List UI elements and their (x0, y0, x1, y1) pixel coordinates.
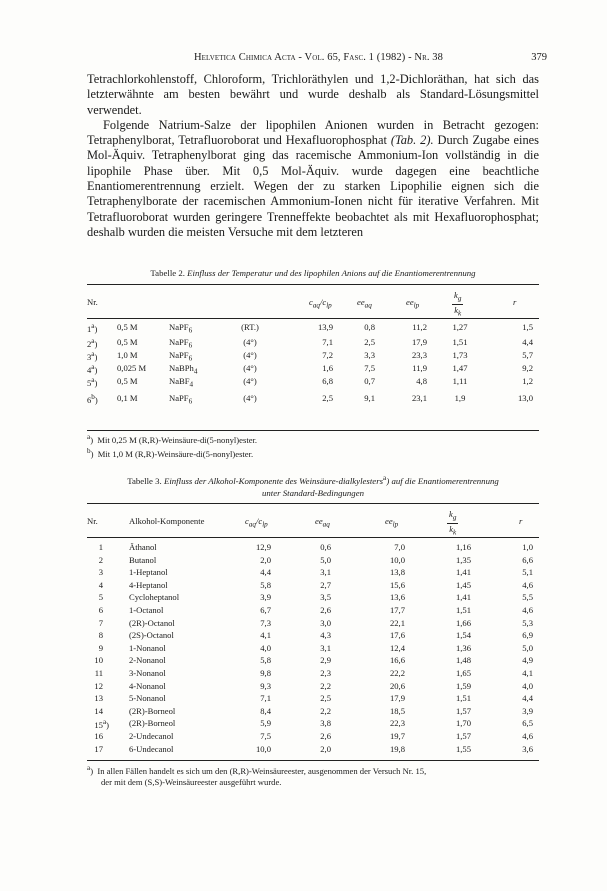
table3-cell-eeaq: 2,2 (320, 705, 331, 716)
table3-cell-kratio: 1,45 (455, 579, 471, 590)
table2-cell-conc: 0,5 M (117, 337, 138, 347)
footnote-mark: b (91, 393, 95, 401)
table2-cell-r: 13,0 (517, 393, 533, 403)
paragraph-2-text-a: Folgende Natrium-Salze der lipophilen Anionen wurden in Betracht gezogen: Tetraphenylborat, Tetrafluoroborat und Hexafluorophosphat (87, 117, 539, 148)
table3-cell-kratio: 1,41 (455, 567, 471, 578)
salt-subscript: 6 (188, 354, 193, 363)
table2-cell-eelp: 23,1 (411, 393, 427, 403)
salt-formula: NaPF (169, 393, 189, 403)
table3-cell-r: 6,9 (522, 630, 533, 641)
table3-cell-alkohol: Cycloheptanol (129, 592, 180, 603)
table3-cell-ratio: 9,3 (260, 680, 271, 691)
table3-cell-eeaq: 3,1 (320, 567, 331, 578)
footnote-mark: a (102, 718, 107, 727)
table3-header-eelp: $ee_{lp}$ (385, 516, 399, 529)
table2-cell-nr: 2$^a$) (87, 337, 98, 349)
salt-formula: NaPF (169, 350, 189, 360)
table2-cell-kratio: 1,27 (452, 322, 468, 332)
salt-formula: NaPF (169, 322, 189, 332)
table2-cell-temp: (4°) (243, 393, 257, 403)
table2-title: Einfluss der Temperatur und des lipophilen Anions auf die Enantiomerentrennung (187, 268, 476, 278)
salt-formula: NaBF (169, 376, 190, 386)
table-reference: (Tab. 2). (390, 133, 434, 148)
row-number: 13 (94, 693, 103, 704)
table3-cell-eelp: 13,8 (389, 567, 405, 578)
table3-cell-nr (87, 580, 103, 590)
table3-cell-kratio: 1,66 (455, 617, 471, 628)
table2-header-r: r (513, 297, 517, 307)
table2-cell-salt (169, 350, 192, 363)
sub-k: k (453, 528, 457, 537)
table2-cell-nr: 3$^a$) (87, 350, 98, 362)
table2-cell-ratio: 2,5 (322, 393, 333, 403)
table3-cell-eelp: 12,4 (389, 642, 405, 653)
table3-caption-line2 (87, 487, 539, 499)
table2-cell-temp: (4°) (243, 337, 257, 347)
table3-cell-r: 5,1 (522, 567, 533, 578)
table2-cell-ratio: 7,1 (322, 337, 333, 347)
table2-cell-kratio: 1,47 (452, 363, 468, 373)
table2-cell-ratio: 7,2 (322, 350, 333, 360)
sub-lp: lp (413, 301, 420, 310)
table3-cell-ratio: 4,0 (260, 642, 271, 653)
paragraph-2 (87, 118, 539, 240)
table2-label: Tabelle 2. (150, 268, 185, 278)
table2-cell-salt (169, 322, 192, 335)
table3-cell-r: 5,0 (522, 642, 533, 653)
table3-cell-alkohol: (2S)-Octanol (129, 630, 174, 641)
table3-cell-eeaq: 5,0 (320, 554, 331, 565)
table2-cell-temp: (4°) (243, 376, 257, 386)
table3-cell-nr: 15$^a$) (94, 718, 109, 731)
table2-cell-eeaq: 3,3 (364, 350, 375, 360)
table2-header-nr: Nr. (87, 297, 98, 307)
paragraph-1: Tetrachlorkohlenstoff, Chloroform, Trichloräthylen und 1,2-Dichloräthan, hat sich das letzterwähnte am besten bewährt und wurde deshalb als Standard-Lösungsmittel verwendet. (87, 72, 539, 117)
table3-cell-eeaq: 0,6 (320, 542, 331, 552)
table3-cell-kratio: 1,36 (455, 642, 471, 653)
table3-cell-alkohol: 3-Nonanol (129, 668, 166, 678)
table2-bottom-rule (87, 430, 539, 431)
table3-cell-ratio: 12,9 (255, 542, 271, 552)
table3-cell-ratio: 2,0 (260, 554, 271, 565)
table3-cell-ratio: 9,8 (260, 668, 271, 678)
table2-footnote-a: $^a$) Mit 0,25 M (R,R)-Weinsäure-di(5-nonyl)ester. (87, 433, 258, 445)
table2-cell-eelp: 4,8 (416, 376, 427, 386)
table2-cell-eeaq: 0,8 (364, 322, 375, 332)
table3-footnote-line1: $^a$) In allen Fällen handelt es sich um den (R,R)-Weinsäureester, ausgenommen der Versuch Nr. 15, (87, 764, 427, 776)
footnote-text: In allen Fällen handelt es sich um den (R,R)-Weinsäureester, ausgenommen der Versuch Nr. 15, (97, 765, 427, 776)
footnote-mark: a (383, 473, 387, 482)
table3-cell-alkohol: 1-Heptanol (129, 567, 168, 578)
table2-cell-eeaq: 2,5 (364, 337, 375, 347)
footnote-text: Mit 1,0 M (R,R)-Weinsäure-di(5-nonyl)ester. (97, 448, 254, 459)
table3-top-rule (87, 503, 539, 504)
salt-subscript: 4 (193, 367, 198, 376)
sub-lp: lp (262, 520, 268, 529)
row-number: 12 (94, 680, 103, 691)
row-number: 17 (94, 743, 103, 754)
table2-header-rule (87, 318, 539, 319)
salt-subscript: 6 (188, 397, 193, 406)
table2-cell-r: 4,4 (522, 337, 533, 347)
table3-cell-alkohol: 2-Nonanol (129, 655, 166, 666)
table3-header-eeaq: $ee_{aq}$ (315, 516, 330, 529)
table3-cell-kratio: 1,41 (455, 592, 471, 603)
table3-cell-eelp: 20,6 (389, 680, 405, 691)
table3-cell-nr (87, 567, 103, 577)
table3-cell-ratio: 6,7 (260, 605, 271, 615)
footnote-mark: a (91, 376, 95, 384)
table3-cell-ratio: 3,9 (260, 592, 271, 603)
table3-cell-kratio: 1,70 (455, 718, 471, 729)
table2-header-row (87, 287, 539, 317)
table3-caption-line1 (87, 472, 539, 487)
row-number: 1 (87, 323, 92, 334)
table3-cell-r: 4,6 (522, 605, 533, 615)
running-header (90, 52, 547, 66)
table3-cell-r: 4,4 (522, 693, 533, 704)
paragraph-2-text-b: Durch Zugabe eines Mol-Äquiv. Tetraphenylborat ging das racemische Ammonium-Ion vollständig in die lipophile Phase über. Mit 0,5 Mol-Äquiv. wurde dagegen eine beachtliche Enantiomerentrennung erzielt. Wegen der zu starken Lipophilie eignen sich die Tetraphenylborate der racemischen Ammonium-Ionen nicht für iterative Verfahren. Mit Tetrafluoroborat wurden geringere Trenneffekte beobachtet als mit Hexafluorophosphat; deshalb wurden die meisten Versuche mit dem letzteren (87, 133, 539, 239)
row-number: 1 (98, 542, 103, 552)
sub-aq: aq (364, 301, 372, 310)
sub-k: k (458, 309, 462, 318)
sub-g: g (452, 513, 457, 522)
table3-cell-eeaq: 4,3 (320, 630, 331, 641)
table3-cell-eelp: 22,1 (389, 617, 405, 628)
table2-cell-salt (169, 393, 192, 406)
table3-cell-ratio: 5,8 (260, 579, 271, 590)
table3-cell-r: 4,9 (522, 655, 533, 666)
table3-header-r: r (519, 516, 523, 526)
table3-cell-kratio: 1,16 (455, 542, 471, 552)
row-number: 5 (87, 377, 92, 388)
table3-cell-ratio: 10,0 (255, 743, 271, 754)
table3-header-alkohol: Alkohol-Komponente (129, 516, 205, 526)
table3-cell-eeaq: 2,0 (320, 743, 331, 754)
table2-cell-kratio: 1,73 (452, 350, 468, 360)
row-number: 4 (98, 579, 103, 590)
table3-cell-kratio: 1,54 (455, 630, 471, 641)
table3-cell-eeaq: 2,9 (320, 655, 331, 666)
table3-cell-eeaq: 3,5 (320, 592, 331, 603)
body-text (87, 72, 539, 240)
table2-cell-salt (169, 376, 193, 389)
salt-subscript: 6 (188, 341, 193, 350)
salt-formula: NaBPh (169, 363, 194, 373)
table3-cell-kratio: 1,57 (455, 731, 471, 741)
table3-cell-r: 6,6 (522, 554, 533, 565)
table3-cell-alkohol: 2-Undecanol (129, 731, 174, 741)
table3-cell-eeaq: 3,8 (320, 718, 331, 729)
sub-aq: aq (312, 301, 320, 310)
table3-cell-eelp: 17,9 (389, 693, 405, 704)
row-number: 6 (98, 605, 103, 615)
table3-title-end: ) auf die Enantiomerentrennung (386, 475, 499, 486)
table3-cell-eeaq: 2,2 (320, 680, 331, 691)
table3-cell-r: 3,6 (522, 743, 533, 754)
table3-header-kratio: $\frac{k_g}{k_k}$ (449, 509, 457, 537)
table2-footnote-b: $^b$) Mit 1,0 M (R,R)-Weinsäure-di(5-nonyl)ester. (87, 446, 254, 459)
footnote-mark: b (87, 446, 91, 455)
table3-cell-eelp: 13,6 (389, 592, 405, 603)
sub-aq: aq (248, 520, 256, 529)
table2-cell-eelp: 11,9 (412, 363, 427, 373)
table3-cell-ratio: 7,3 (260, 617, 271, 628)
table3-cell-alkohol: (2R)-Borneol (129, 705, 176, 716)
row-number: 5 (98, 592, 103, 603)
footnote-mark: a (91, 350, 95, 358)
table3-cell-eeaq: 2,5 (320, 693, 331, 704)
table2-cell-conc: 0,5 M (117, 322, 138, 332)
table3-cell-eelp: 17,6 (389, 630, 405, 641)
table3-cell-alkohol: 4-Heptanol (129, 579, 168, 590)
table3-cell-kratio: 1,59 (455, 680, 471, 691)
table3-cell-alkohol: (2R)-Octanol (129, 617, 175, 628)
sub-lp: lp (326, 301, 332, 310)
table3-cell-kratio: 1,65 (455, 668, 471, 678)
table3-cell-nr (87, 693, 103, 703)
table3-cell-eeaq: 2,6 (320, 731, 331, 741)
page-number: 379 (531, 52, 547, 63)
row-number: 6 (87, 394, 92, 405)
table3-cell-r: 4,1 (522, 668, 533, 678)
table3-cell-r: 4,6 (522, 731, 533, 741)
table2-cell-eelp: 11,2 (412, 322, 427, 332)
table3-cell-kratio: 1,51 (455, 605, 471, 615)
table3-cell-alkohol: 1-Nonanol (129, 642, 166, 653)
table3-cell-ratio: 4,4 (260, 567, 271, 578)
row-number: 11 (94, 668, 103, 678)
row-number: 16 (94, 731, 103, 741)
table3-cell-eelp: 7,0 (394, 542, 405, 552)
table2-cell-conc: 0,025 M (117, 363, 147, 373)
table3-cell-nr (87, 630, 103, 640)
salt-subscript: 6 (188, 326, 193, 335)
row-number: 15 (94, 720, 103, 731)
table3-header-ratio: $c_{aq}/c_{lp}$ (245, 516, 268, 529)
table3-cell-eelp: 15,6 (389, 579, 405, 590)
table3-cell-nr (87, 605, 103, 615)
table3-cell-r: 5,3 (522, 617, 533, 628)
table2-cell-eelp: 17,9 (411, 337, 427, 347)
table2-cell-nr: 6$^b$) (87, 393, 98, 405)
table2-cell-ratio: 1,6 (322, 363, 333, 373)
table3-cell-ratio: 5,9 (260, 718, 271, 729)
table2-cell-nr: 5$^a$) (87, 376, 98, 388)
row-number: 2 (98, 554, 103, 565)
footnote-mark: a (91, 322, 95, 330)
table3-footnote-line2: der mit dem (S,S)-Weinsäureester ausgeführt wurde. (101, 776, 282, 787)
row-number: 4 (87, 364, 92, 375)
table3-cell-nr (87, 731, 103, 741)
row-number: 7 (98, 617, 103, 628)
table3-title-line2: unter Standard-Bedingungen (261, 487, 365, 498)
table3-cell-nr (87, 618, 103, 628)
salt-formula: NaPF (169, 337, 189, 347)
table3-cell-ratio: 4,1 (260, 630, 271, 641)
table2-cell-ratio: 6,8 (322, 376, 333, 386)
table3-cell-nr (87, 655, 103, 665)
table2-cell-kratio: 1,11 (452, 376, 468, 386)
row-number: 8 (98, 630, 103, 641)
table3-cell-nr (87, 592, 103, 602)
table3-cell-ratio: 7,1 (260, 693, 271, 704)
table2-cell-temp: (RT.) (241, 322, 259, 332)
table2-cell-conc: 1,0 M (117, 350, 138, 360)
table2-cell-conc: 0,5 M (117, 376, 138, 386)
table2-header-eeaq: $ee_{aq}$ (357, 297, 372, 310)
table3-cell-alkohol: 5-Nonanol (129, 693, 166, 704)
table3-cell-eelp: 10,0 (389, 554, 405, 565)
table3-cell-eelp: 22,2 (389, 668, 405, 678)
footnote-mark: a (91, 363, 95, 371)
table2-cell-eeaq: 9,1 (364, 393, 375, 403)
table3-cell-kratio: 1,57 (455, 705, 471, 716)
footnote-mark: a (87, 764, 91, 772)
table2-cell-nr: 4$^a$) (87, 363, 98, 375)
salt-subscript: 4 (189, 380, 194, 389)
table2-cell-kratio: 1,9 (454, 393, 466, 403)
table2-cell-temp: (4°) (243, 363, 257, 373)
row-number: 10 (94, 655, 103, 666)
table3-cell-ratio: 7,5 (260, 731, 271, 741)
table3-bottom-rule (87, 760, 539, 761)
table3-cell-r: 4,0 (522, 680, 533, 691)
table2-header-eelp: $ee_{lp}$ (406, 297, 420, 310)
table3-cell-eelp: 16,6 (389, 655, 405, 666)
table2-caption (87, 268, 539, 278)
table2-header-kratio: $\frac{k_g}{k_k}$ (454, 290, 462, 318)
table2-cell-kratio: 1,51 (452, 337, 468, 347)
table2-cell-r: 1,5 (522, 322, 533, 332)
table3-cell-r: 3,9 (522, 705, 533, 716)
table3-footnote (87, 763, 539, 788)
row-number: 9 (98, 642, 103, 653)
table3-cell-r: 4,6 (522, 579, 533, 590)
table3-cell-alkohol: 4-Nonanol (129, 680, 166, 691)
table3-cell-r: 1,0 (522, 542, 533, 552)
table2-cell-eeaq: 0,7 (364, 376, 375, 386)
footnote-mark: a (87, 433, 91, 441)
table3-label: Tabelle 3. (127, 475, 162, 486)
table3-cell-ratio: 8,4 (260, 705, 271, 716)
table3-cell-ratio: 5,8 (260, 655, 271, 666)
table3-cell-nr (87, 555, 103, 565)
table2-cell-conc: 0,1 M (117, 393, 138, 403)
journal-citation: Helvetica Chimica Acta - Vol. 65, Fasc. 1 (1982) - Nr. 38 (193, 52, 443, 63)
table2-cell-r: 5,7 (522, 350, 533, 360)
table3-cell-nr (87, 542, 103, 552)
table3-cell-kratio: 1,48 (455, 655, 471, 666)
table2-cell-salt (169, 363, 197, 376)
row-number: 3 (98, 567, 103, 578)
table3-cell-eelp: 17,7 (389, 605, 405, 615)
table2-footnotes (87, 432, 257, 460)
table3-cell-alkohol: (2R)-Borneol (129, 718, 176, 729)
table3-cell-eeaq: 2,6 (320, 605, 331, 615)
footnote-mark: a (91, 337, 95, 345)
row-number: 14 (94, 705, 103, 716)
table3-cell-eeaq: 2,3 (320, 668, 331, 678)
sub-g: g (457, 294, 462, 303)
table2-top-rule (87, 284, 539, 285)
table2-cell-eeaq: 7,5 (364, 363, 375, 373)
table2-header-ratio: $c_{aq}/c_{lp}$ (309, 297, 332, 310)
table2-cell-temp: (4°) (243, 350, 257, 360)
table3-cell-eelp: 18,5 (389, 705, 405, 716)
table2-cell-nr: 1$^a$) (87, 322, 98, 334)
table3-cell-kratio: 1,51 (455, 693, 471, 704)
table3-cell-eelp: 19,8 (389, 743, 405, 754)
row-number: 2 (87, 338, 92, 349)
table3-cell-alkohol: 6-Undecanol (129, 743, 174, 754)
table2-cell-eelp: 23,3 (411, 350, 427, 360)
footnote-text: Mit 0,25 M (R,R)-Weinsäure-di(5-nonyl)ester. (97, 434, 258, 445)
table3-cell-alkohol: Butanol (129, 554, 157, 565)
table2-cell-ratio: 13,9 (317, 322, 333, 332)
table3-cell-eeaq: 2,7 (320, 579, 331, 590)
table3-cell-kratio: 1,55 (455, 743, 471, 754)
table3-cell-alkohol: Äthanol (129, 542, 157, 552)
table2-cell-salt (169, 337, 192, 350)
table3-cell-eelp: 19,7 (389, 731, 405, 741)
table3-cell-r: 6,5 (522, 718, 533, 729)
table3-caption (87, 472, 539, 499)
table3-cell-nr (87, 643, 103, 653)
sub-lp: lp (392, 520, 399, 529)
table3-cell-eeaq: 3,1 (320, 642, 331, 653)
table3-cell-eeaq: 3,0 (320, 617, 331, 628)
table3-cell-r: 5,5 (522, 592, 533, 603)
sub-aq: aq (322, 520, 330, 529)
table3-cell-eelp: 22,3 (389, 718, 405, 729)
row-number: 3 (87, 351, 92, 362)
table3-header-nr: Nr. (87, 516, 98, 526)
table3-cell-nr (87, 744, 103, 754)
table2-cell-r: 1,2 (522, 376, 533, 386)
table3-cell-alkohol: 1-Octanol (129, 605, 164, 615)
table3-cell-nr (87, 706, 103, 716)
table3-cell-nr (87, 681, 103, 691)
table3-header-row (87, 506, 539, 536)
table3-title: Einfluss der Alkohol-Komponente des Weinsäure-dialkylesters (163, 475, 384, 486)
table3-cell-kratio: 1,35 (455, 554, 471, 565)
table3-cell-nr (87, 668, 103, 678)
table2-cell-r: 9,2 (522, 363, 533, 373)
table3-header-rule (87, 537, 539, 538)
